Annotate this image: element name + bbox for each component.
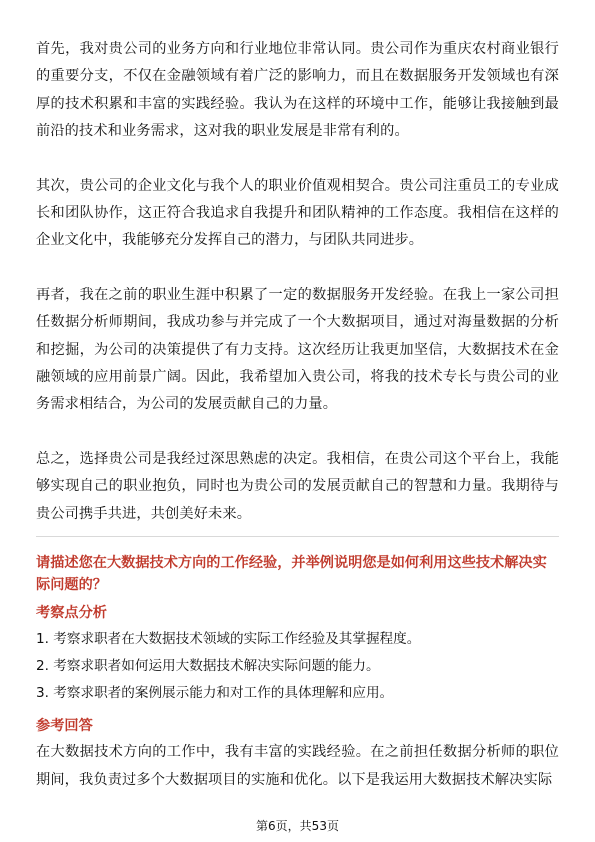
page-footer: 第6页，共53页 (256, 819, 339, 833)
paragraph-3: 再者，我在之前的职业生涯中积累了一定的数据服务开发经验。在我上一家公司担任数据分析师期间，我成功参与并完成了一个大数据项目，通过对海量数据的分析和挖掘，为公司的决策提供了有力支持。这次经历让我更加坚信，大数据技术在金融领域的应用前景广阔。因此，我希望加入贵公司，将我的技术专长与贵公司的业务需求相结合，为公司的发展贡献自己的力量。 (36, 286, 559, 413)
paragraph-gap (36, 419, 559, 446)
paragraph-gap (36, 255, 559, 282)
paragraph-4: 总之，选择贵公司是我经过深思熟虑的决定。我相信，在贵公司这个平台上，我能够实现自己的职业抱负，同时也为贵公司的发展贡献自己的智慧和力量。我期待与贵公司携手共进，共创美好未来。 (36, 450, 559, 522)
analysis-item: 2. 考察求职者如何运用大数据技术解决实际问题的能力。 (36, 658, 380, 675)
interview-question: 请描述您在大数据技术方向的工作经验，并举例说明您是如何利用这些技术解决实际问题的？ (36, 555, 547, 594)
analysis-list (36, 626, 559, 707)
answer-heading: 参考回答 (36, 718, 93, 735)
document-body (36, 36, 559, 794)
section-divider (36, 536, 559, 537)
answer-text: 在大数据技术方向的工作中，我有丰富的实践经验。在之前担任数据分析师的职位期间，我负责过多个大数据项目的实施和优化。以下是我运用大数据技术解决实际 (36, 744, 559, 788)
paragraph-1: 首先，我对贵公司的业务方向和行业地位非常认同。贵公司作为重庆农村商业银行的重要分支，不仅在金融领域有着广泛的影响力，而且在数据服务开发领域也有深厚的技术积累和丰富的实践经验。我认为在这样的环境中工作，能够让我接触到最前沿的技术和业务需求，这对我的职业发展是非常有利的。 (36, 41, 559, 140)
analysis-heading: 考察点分析 (36, 605, 107, 622)
paragraph-2: 其次，贵公司的企业文化与我个人的职业价值观相契合。贵公司注重员工的专业成长和团队协作，这正符合我追求自我提升和团队精神的工作态度。我相信在这样的企业文化中，我能够充分发挥自己的潜力，与团队共同进步。 (36, 177, 559, 249)
paragraph-gap (36, 146, 559, 173)
analysis-item: 1. 考察求职者在大数据技术领域的实际工作经验及其掌握程度。 (36, 631, 421, 648)
analysis-item: 3. 考察求职者的案例展示能力和对工作的具体理解和应用。 (36, 685, 394, 702)
